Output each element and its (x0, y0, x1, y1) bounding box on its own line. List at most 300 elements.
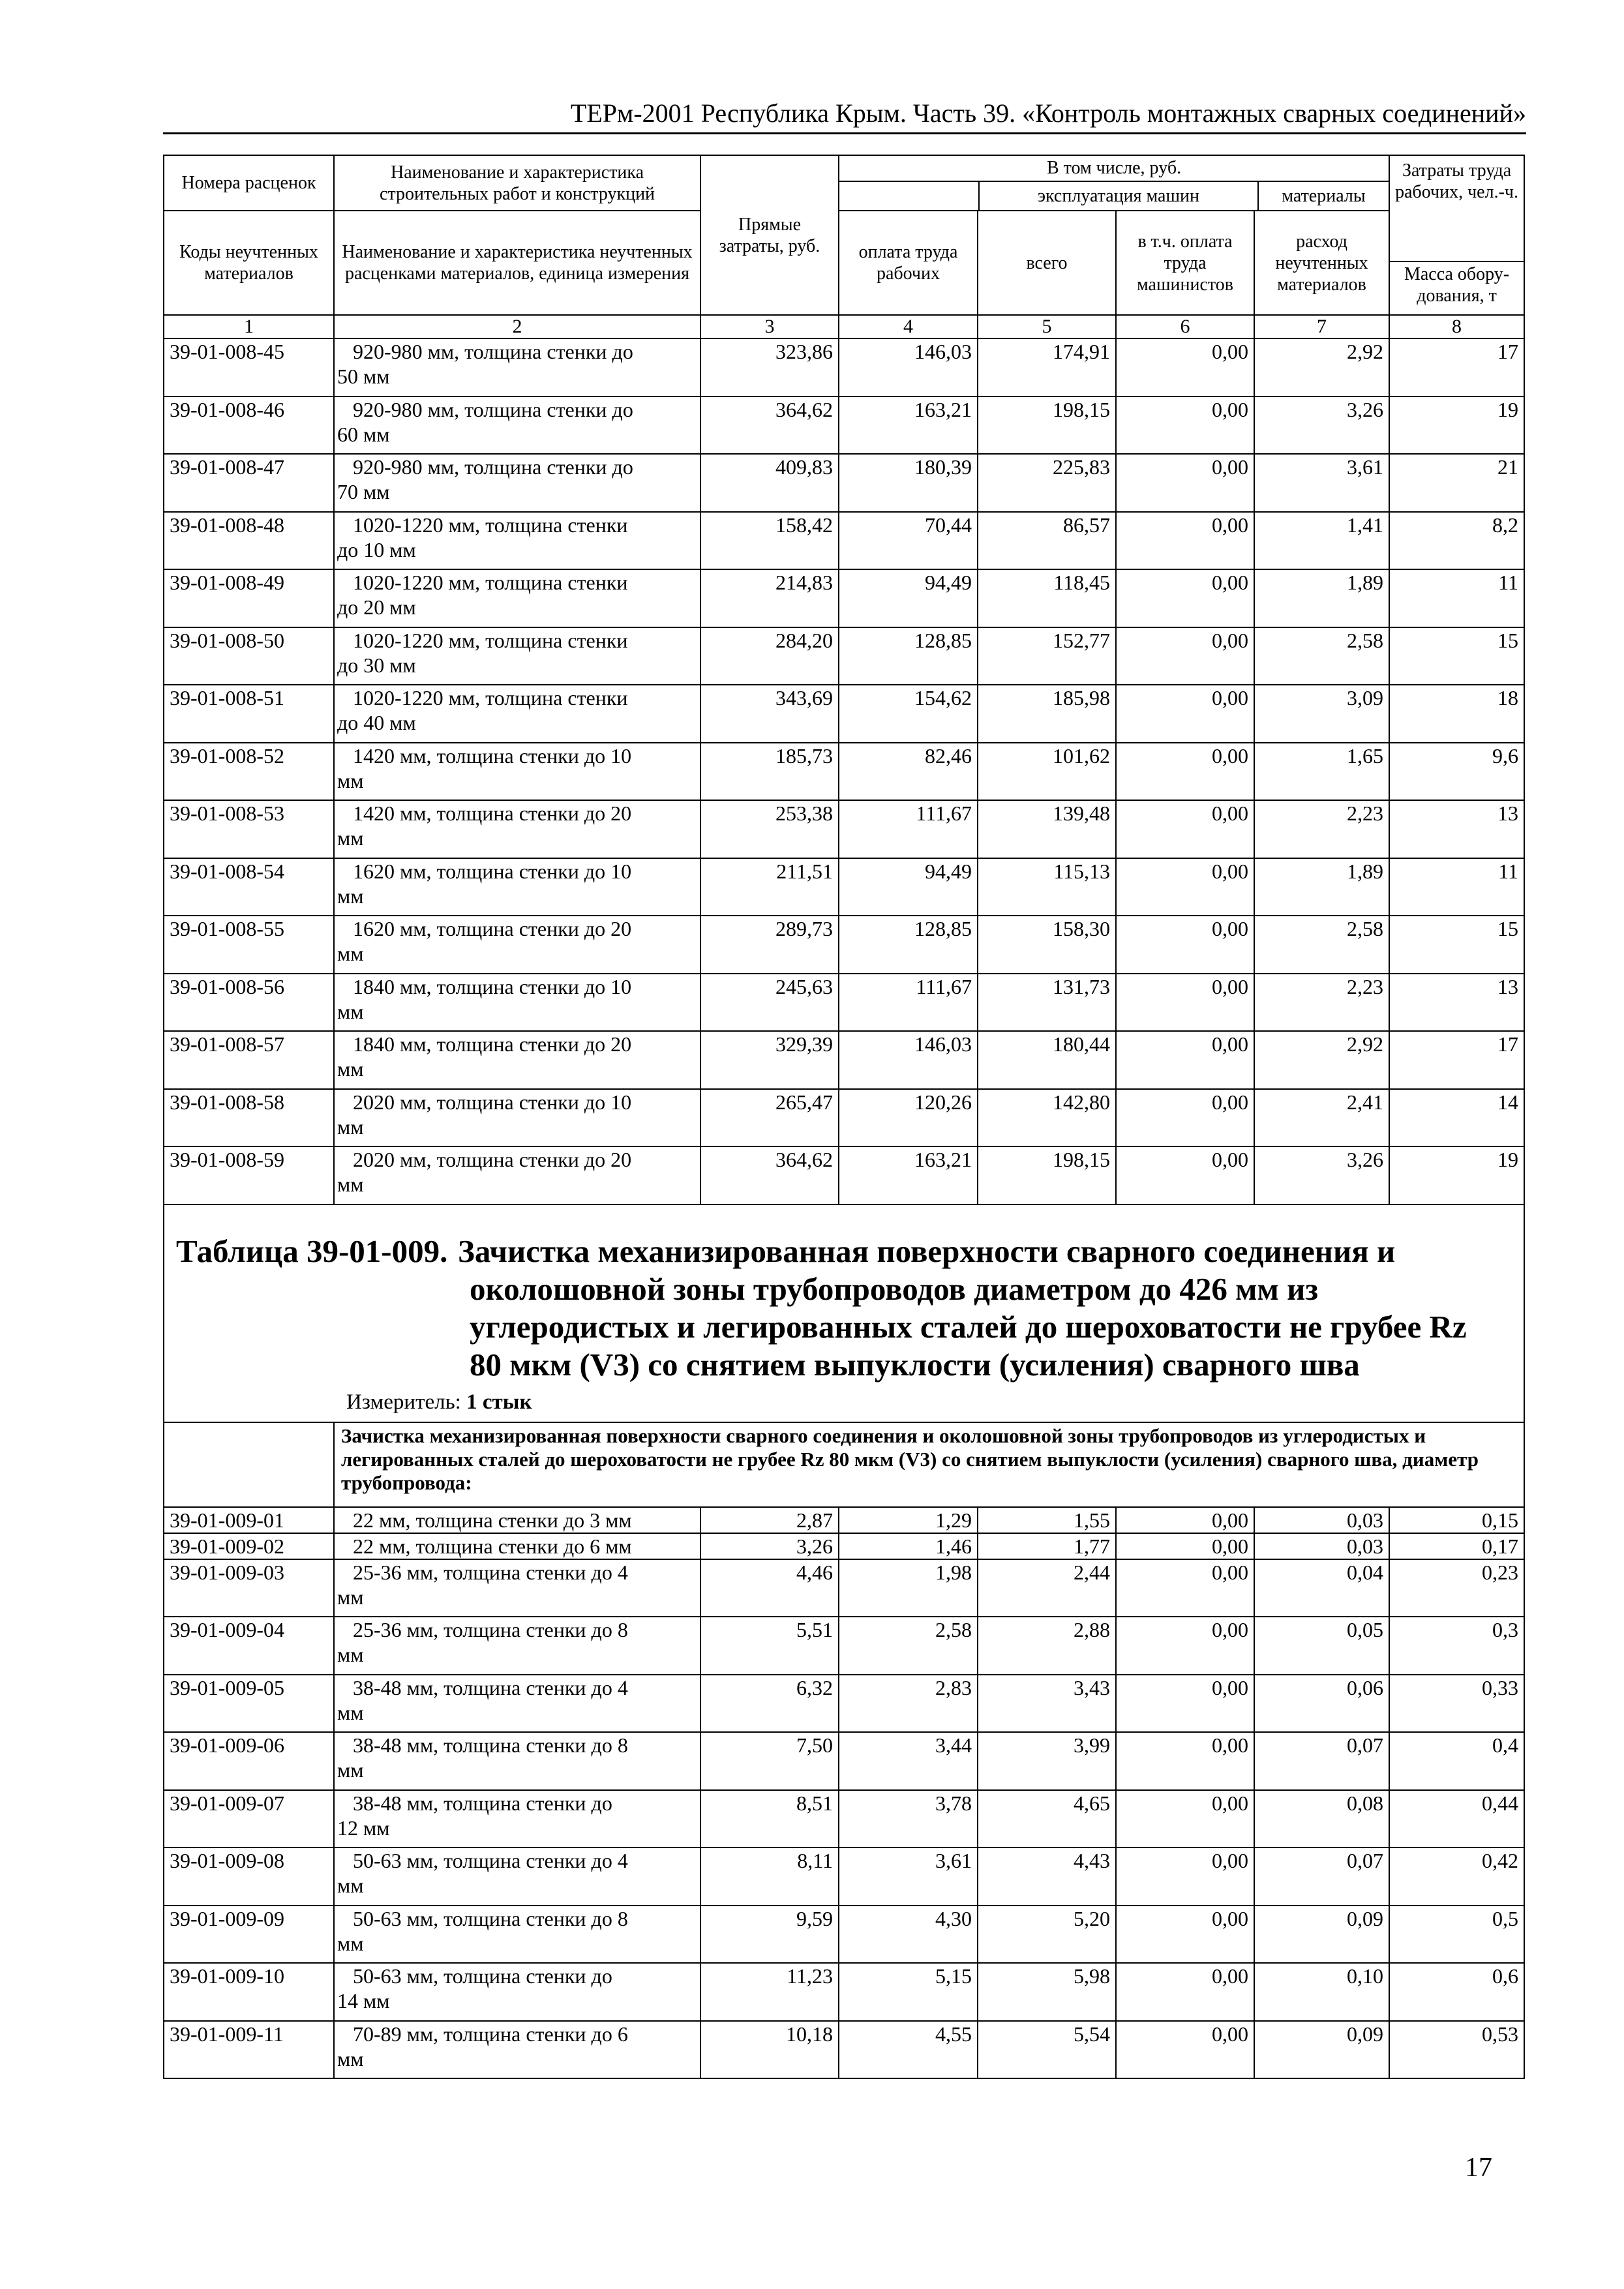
worker-labor: 11 (1389, 569, 1524, 627)
worker-labor: 9,6 (1389, 743, 1524, 801)
table-row (164, 743, 1524, 801)
materials: 2,58 (1254, 627, 1389, 685)
worker-labor: 21 (1389, 454, 1524, 512)
rate-description-line: 70-89 мм, толщина стенки до 6 (353, 2022, 628, 2046)
labor-pay: 3,61 (839, 1848, 978, 1906)
worker-labor: 18 (1389, 685, 1524, 743)
machinist-pay: 0,00 (1116, 396, 1254, 455)
direct-costs: 158,42 (700, 512, 839, 570)
rate-description-line: мм (337, 884, 364, 908)
col-number: 3 (700, 315, 839, 338)
table-row (164, 800, 1524, 858)
rate-description-line: 1020-1220 мм, толщина стенки (353, 513, 628, 537)
col-number: 5 (978, 315, 1116, 338)
rate-code: 39-01-009-09 (164, 1906, 334, 1964)
labor-pay: 2,83 (839, 1675, 978, 1733)
rate-description (334, 338, 700, 396)
table-row (164, 1963, 1524, 2021)
table-row (164, 974, 1524, 1032)
table-row (164, 396, 1524, 455)
machines-total: 5,20 (978, 1906, 1116, 1964)
materials: 3,09 (1254, 685, 1389, 743)
materials: 1,41 (1254, 512, 1389, 570)
col-number: 6 (1116, 315, 1254, 338)
materials: 2,92 (1254, 1031, 1389, 1089)
rate-description-line: 50-63 мм, толщина стенки до (353, 1964, 612, 1988)
materials: 2,41 (1254, 1089, 1389, 1147)
worker-labor: 0,23 (1389, 1559, 1524, 1617)
rate-description-line: 12 мм (337, 1816, 390, 1840)
rate-code: 39-01-008-53 (164, 800, 334, 858)
rate-code: 39-01-008-51 (164, 685, 334, 743)
rate-description (334, 1031, 700, 1089)
materials: 0,05 (1254, 1617, 1389, 1675)
labor-pay: 1,46 (839, 1533, 978, 1559)
rate-description-line: 920-980 мм, толщина стенки до (353, 455, 633, 479)
direct-costs: 10,18 (700, 2021, 839, 2079)
rate-description-line: 1420 мм, толщина стенки до 20 (353, 801, 632, 825)
direct-costs: 409,83 (700, 454, 839, 512)
rate-description (334, 858, 700, 916)
rate-code: 39-01-008-52 (164, 743, 334, 801)
col-number: 8 (1389, 315, 1524, 338)
worker-labor: 0,4 (1389, 1732, 1524, 1790)
col-number: 1 (164, 315, 334, 338)
rate-description-line: мм (337, 1643, 364, 1666)
machines-total: 1,77 (978, 1533, 1116, 1559)
machines-total: 3,99 (978, 1732, 1116, 1790)
labor-pay: 5,15 (839, 1963, 978, 2021)
labor-pay: 2,58 (839, 1617, 978, 1675)
rate-description-line: мм (337, 1057, 364, 1081)
rate-description (334, 2021, 700, 2079)
table-row (164, 685, 1524, 743)
running-header: ТЕРм-2001 Республика Крым. Часть 39. «Контроль монтажных сварных соединений» (570, 98, 1526, 128)
col-header-unaccounted-name: Наименование и характеристика неучтенных расценками материалов, единица измерения (334, 211, 700, 315)
machinist-pay: 0,00 (1116, 1906, 1254, 1964)
rate-description-line: 1020-1220 мм, толщина стенки (353, 686, 628, 710)
table-title-prefix: Таблица 39-01-009. (176, 1233, 448, 1269)
worker-labor: 0,33 (1389, 1675, 1524, 1733)
worker-labor: 17 (1389, 1031, 1524, 1089)
rate-description (334, 1963, 700, 2021)
col-header-including: В том числе, руб. (839, 156, 1389, 182)
rate-description-line: 920-980 мм, толщина стенки до (353, 340, 633, 363)
materials: 0,06 (1254, 1675, 1389, 1733)
labor-pay: 120,26 (839, 1089, 978, 1147)
materials: 0,03 (1254, 1507, 1389, 1533)
col-header-incl-machinist-pay: в т.ч. оплата труда машинистов (1116, 211, 1254, 315)
table-row (164, 1732, 1524, 1790)
rate-description-line: 22 мм, толщина стенки до 3 мм (353, 1508, 632, 1532)
machinist-pay: 0,00 (1116, 685, 1254, 743)
direct-costs: 214,83 (700, 569, 839, 627)
rate-description-line: 2020 мм, толщина стенки до 10 (353, 1090, 632, 1114)
machinist-pay: 0,00 (1116, 1559, 1254, 1617)
rate-code: 39-01-008-58 (164, 1089, 334, 1147)
rate-description (334, 1732, 700, 1790)
table-row (164, 2021, 1524, 2079)
direct-costs: 4,46 (700, 1559, 839, 1617)
empty-cell (164, 1422, 334, 1507)
table-body (164, 155, 1524, 2078)
rate-description-line: 70 мм (337, 480, 390, 503)
table-row (164, 512, 1524, 570)
worker-labor: 0,3 (1389, 1617, 1524, 1675)
rate-description (334, 1507, 700, 1533)
rate-description-line: 25-36 мм, толщина стенки до 4 (353, 1560, 628, 1584)
direct-costs: 8,11 (700, 1848, 839, 1906)
table-title-line: углеродистых и легированных сталей до шероховатости не грубее Rz (470, 1308, 1467, 1345)
rate-description-line: мм (337, 1758, 364, 1782)
rate-code: 39-01-008-54 (164, 858, 334, 916)
machinist-pay: 0,00 (1116, 916, 1254, 974)
col-header-direct-costs: Прямые затраты, руб. (700, 155, 839, 315)
materials: 2,23 (1254, 974, 1389, 1032)
rate-description-line: мм (337, 768, 364, 792)
direct-costs: 7,50 (700, 1732, 839, 1790)
labor-pay: 94,49 (839, 569, 978, 627)
rate-description (334, 1906, 700, 1964)
rate-description-line: 38-48 мм, толщина стенки до 8 (353, 1733, 628, 1757)
direct-costs: 343,69 (700, 685, 839, 743)
page-number: 17 (1465, 2153, 1492, 2183)
machinist-pay: 0,00 (1116, 569, 1254, 627)
table-row (164, 338, 1524, 396)
labor-pay: 180,39 (839, 454, 978, 512)
rate-description-line: 1020-1220 мм, толщина стенки (353, 628, 628, 652)
machinist-pay: 0,00 (1116, 743, 1254, 801)
labor-pay: 94,49 (839, 858, 978, 916)
rate-code: 39-01-008-47 (164, 454, 334, 512)
col-number: 2 (334, 315, 700, 338)
rate-description-line: 920-980 мм, толщина стенки до (353, 397, 633, 421)
direct-costs: 289,73 (700, 916, 839, 974)
labor-pay: 4,55 (839, 2021, 978, 2079)
rate-code: 39-01-008-50 (164, 627, 334, 685)
rates-table (163, 155, 1525, 2079)
col-number: 4 (839, 315, 978, 338)
col-header-labor-pay: оплата труда рабочих (839, 211, 978, 315)
direct-costs: 253,38 (700, 800, 839, 858)
table-row (164, 1089, 1524, 1147)
meter-value: 1 стык (466, 1390, 532, 1414)
rate-description-line: мм (337, 1585, 364, 1609)
table-row (164, 1848, 1524, 1906)
rate-description (334, 396, 700, 455)
worker-labor: 0,44 (1389, 1790, 1524, 1848)
rate-code: 39-01-009-06 (164, 1732, 334, 1790)
machinist-pay: 0,00 (1116, 1675, 1254, 1733)
direct-costs: 9,59 (700, 1906, 839, 1964)
section-heading-row (164, 1422, 1524, 1507)
materials: 1,65 (1254, 743, 1389, 801)
rate-description-line: мм (337, 826, 364, 850)
rate-description-line: 22 мм, толщина стенки до 6 мм (353, 1534, 632, 1558)
labor-pay: 70,44 (839, 512, 978, 570)
direct-costs: 6,32 (700, 1675, 839, 1733)
table-row (164, 627, 1524, 685)
direct-costs: 245,63 (700, 974, 839, 1032)
rate-description (334, 1533, 700, 1559)
machines-total: 4,65 (978, 1790, 1116, 1848)
rate-description-line: 50-63 мм, толщина стенки до 4 (353, 1849, 628, 1872)
machines-total: 1,55 (978, 1507, 1116, 1533)
machinist-pay: 0,00 (1116, 2021, 1254, 2079)
direct-costs: 211,51 (700, 858, 839, 916)
machinist-pay: 0,00 (1116, 1089, 1254, 1147)
machines-total: 180,44 (978, 1031, 1116, 1089)
table-row (164, 1559, 1524, 1617)
rate-code: 39-01-009-08 (164, 1848, 334, 1906)
worker-labor: 19 (1389, 1146, 1524, 1204)
worker-labor: 0,6 (1389, 1963, 1524, 2021)
rate-description (334, 627, 700, 685)
worker-labor: 13 (1389, 974, 1524, 1032)
rate-code: 39-01-009-11 (164, 2021, 334, 2079)
direct-costs: 364,62 (700, 396, 839, 455)
rate-code: 39-01-008-46 (164, 396, 334, 455)
table-title (164, 1205, 1524, 1384)
header-rule (163, 132, 1526, 134)
direct-costs: 323,86 (700, 338, 839, 396)
rate-description (334, 1675, 700, 1733)
labor-pay: 3,44 (839, 1732, 978, 1790)
materials: 0,07 (1254, 1732, 1389, 1790)
rate-description-line: 14 мм (337, 1989, 390, 2012)
machines-total: 115,13 (978, 858, 1116, 916)
meter-label: Измеритель: (346, 1390, 461, 1414)
table-row (164, 1790, 1524, 1848)
rate-description (334, 569, 700, 627)
worker-labor: 0,15 (1389, 1507, 1524, 1533)
rate-description-line: 25-36 мм, толщина стенки до 8 (353, 1618, 628, 1641)
machines-total: 225,83 (978, 454, 1116, 512)
direct-costs: 329,39 (700, 1031, 839, 1089)
rate-description-line: 1020-1220 мм, толщина стенки (353, 571, 628, 594)
machines-total: 3,43 (978, 1675, 1116, 1733)
table-title-line: Зачистка механизированная поверхности сварного соединения и (458, 1233, 1396, 1269)
worker-labor: 17 (1389, 338, 1524, 396)
table-title-line: околошовной зоны трубопроводов диаметром до 426 мм из (470, 1270, 1319, 1307)
rate-description-line: 1620 мм, толщина стенки до 10 (353, 859, 632, 883)
machines-total: 118,45 (978, 569, 1116, 627)
col-header-worker-group (1389, 155, 1524, 315)
rate-code: 39-01-008-45 (164, 338, 334, 396)
labor-pay: 154,62 (839, 685, 978, 743)
machines-total: 158,30 (978, 916, 1116, 974)
table-row (164, 1675, 1524, 1733)
labor-pay: 111,67 (839, 974, 978, 1032)
direct-costs: 5,51 (700, 1617, 839, 1675)
machines-total: 2,88 (978, 1617, 1116, 1675)
rate-description-line: до 40 мм (337, 711, 416, 734)
machines-total: 86,57 (978, 512, 1116, 570)
table-title-cell (164, 1204, 1524, 1422)
col-header-including-group (839, 155, 1389, 211)
materials: 0,07 (1254, 1848, 1389, 1906)
materials: 0,10 (1254, 1963, 1389, 2021)
machines-total: 2,44 (978, 1559, 1116, 1617)
materials: 3,26 (1254, 1146, 1389, 1204)
machinist-pay: 0,00 (1116, 454, 1254, 512)
rate-description (334, 454, 700, 512)
col-header-machine-operation: эксплуатация машин (978, 182, 1259, 210)
rate-description-line: 1620 мм, толщина стенки до 20 (353, 917, 632, 940)
col-header-unaccounted-codes: Коды неучтенных материалов (164, 211, 334, 315)
materials: 0,04 (1254, 1559, 1389, 1617)
materials: 3,61 (1254, 454, 1389, 512)
direct-costs: 364,62 (700, 1146, 839, 1204)
labor-pay: 82,46 (839, 743, 978, 801)
materials: 0,09 (1254, 2021, 1389, 2079)
direct-costs: 284,20 (700, 627, 839, 685)
table-row (164, 569, 1524, 627)
rate-description-line: мм (337, 1115, 364, 1139)
rate-description-line: мм (337, 2046, 364, 2071)
machines-total: 185,98 (978, 685, 1116, 743)
rate-description-line: 38-48 мм, толщина стенки до (353, 1791, 612, 1815)
rate-description (334, 800, 700, 858)
col-header-equipment-mass: Масса обору-дования, т (1404, 264, 1510, 306)
labor-pay: 1,98 (839, 1559, 978, 1617)
rate-code: 39-01-009-02 (164, 1533, 334, 1559)
table-row (164, 1146, 1524, 1204)
direct-costs: 11,23 (700, 1963, 839, 2021)
table-row (164, 454, 1524, 512)
labor-pay: 128,85 (839, 916, 978, 974)
col-number: 7 (1254, 315, 1389, 338)
worker-labor: 0,17 (1389, 1533, 1524, 1559)
header-row-1 (164, 155, 1524, 211)
materials: 0,09 (1254, 1906, 1389, 1964)
machines-total: 5,54 (978, 2021, 1116, 2079)
rate-description-line: мм (337, 942, 364, 965)
materials: 1,89 (1254, 569, 1389, 627)
table-title-row (164, 1204, 1524, 1422)
machinist-pay: 0,00 (1116, 1848, 1254, 1906)
machines-total: 198,15 (978, 1146, 1116, 1204)
rate-description (334, 1089, 700, 1147)
table-row (164, 1507, 1524, 1533)
rate-description-line: мм (337, 1931, 364, 1955)
machines-total: 142,80 (978, 1089, 1116, 1147)
rate-description-line: 50 мм (337, 365, 390, 388)
rate-description (334, 1617, 700, 1675)
machinist-pay: 0,00 (1116, 1963, 1254, 2021)
rate-description-line: 50-63 мм, толщина стенки до 8 (353, 1906, 628, 1930)
direct-costs: 2,87 (700, 1507, 839, 1533)
rate-description (334, 1146, 700, 1204)
table-row (164, 1031, 1524, 1089)
worker-labor: 0,53 (1389, 2021, 1524, 2079)
worker-labor: 13 (1389, 800, 1524, 858)
labor-pay: 128,85 (839, 627, 978, 685)
column-numbers-row (164, 315, 1524, 338)
rate-description (334, 974, 700, 1032)
direct-costs: 8,51 (700, 1790, 839, 1848)
rate-description-line: 1420 мм, толщина стенки до 10 (353, 743, 632, 768)
rate-description-line: мм (337, 1700, 364, 1724)
rate-description-line: 1840 мм, толщина стенки до 10 (353, 974, 632, 998)
col-header-materials: материалы (1282, 186, 1366, 206)
machines-total: 131,73 (978, 974, 1116, 1032)
machinist-pay: 0,00 (1116, 1146, 1254, 1204)
materials: 2,92 (1254, 338, 1389, 396)
machinist-pay: 0,00 (1116, 512, 1254, 570)
machines-total: 139,48 (978, 800, 1116, 858)
table-row (164, 1617, 1524, 1675)
table-title-line: 80 мкм (V3) со снятием выпуклости (усиления) сварного шва (470, 1346, 1360, 1383)
labor-pay: 1,29 (839, 1507, 978, 1533)
rate-description-line: мм (337, 999, 364, 1023)
rate-code: 39-01-008-57 (164, 1031, 334, 1089)
machinist-pay: 0,00 (1116, 1790, 1254, 1848)
rate-description-line: до 10 мм (337, 537, 416, 561)
labor-pay: 4,30 (839, 1906, 978, 1964)
materials: 0,08 (1254, 1790, 1389, 1848)
meter (164, 1384, 1524, 1422)
rate-description-line: 38-48 мм, толщина стенки до 4 (353, 1675, 628, 1699)
rate-description (334, 1790, 700, 1848)
machines-total: 174,91 (978, 338, 1116, 396)
materials: 3,26 (1254, 396, 1389, 455)
col-header-unaccounted-consumption: расход неучтенных материалов (1254, 211, 1389, 315)
col-header-rate-numbers: Номера расценок (164, 155, 334, 211)
rate-description (334, 685, 700, 743)
machines-total: 101,62 (978, 743, 1116, 801)
labor-pay: 3,78 (839, 1790, 978, 1848)
labor-pay: 163,21 (839, 396, 978, 455)
rate-description-line: 1840 мм, толщина стенки до 20 (353, 1032, 632, 1056)
col-header-worker-labor: Затраты труда рабочих, чел.-ч. (1390, 156, 1524, 262)
table-row (164, 916, 1524, 974)
machines-total: 5,98 (978, 1963, 1116, 2021)
direct-costs: 3,26 (700, 1533, 839, 1559)
rate-code: 39-01-008-55 (164, 916, 334, 974)
labor-pay: 146,03 (839, 1031, 978, 1089)
rate-description-line: 2020 мм, толщина стенки до 20 (353, 1148, 632, 1171)
direct-costs: 265,47 (700, 1089, 839, 1147)
materials: 2,58 (1254, 916, 1389, 974)
rate-code: 39-01-008-56 (164, 974, 334, 1032)
worker-labor: 11 (1389, 858, 1524, 916)
machinist-pay: 0,00 (1116, 1617, 1254, 1675)
machinist-pay: 0,00 (1116, 338, 1254, 396)
materials: 0,03 (1254, 1533, 1389, 1559)
labor-pay: 111,67 (839, 800, 978, 858)
machinist-pay: 0,00 (1116, 1533, 1254, 1559)
labor-pay: 163,21 (839, 1146, 978, 1204)
machines-total: 198,15 (978, 396, 1116, 455)
rate-code: 39-01-009-03 (164, 1559, 334, 1617)
col-header-work-name: Наименование и характеристика строительных работ и конструкций (334, 155, 700, 211)
rate-description-line: 60 мм (337, 422, 390, 446)
direct-costs: 185,73 (700, 743, 839, 801)
table-row (164, 858, 1524, 916)
table-row (164, 1906, 1524, 1964)
rate-code: 39-01-008-59 (164, 1146, 334, 1204)
worker-labor: 0,42 (1389, 1848, 1524, 1906)
rate-description-line: до 30 мм (337, 653, 416, 677)
machinist-pay: 0,00 (1116, 1732, 1254, 1790)
machines-total: 152,77 (978, 627, 1116, 685)
machinist-pay: 0,00 (1116, 800, 1254, 858)
rate-code: 39-01-009-10 (164, 1963, 334, 2021)
rate-description-line: мм (337, 1173, 364, 1196)
worker-labor: 15 (1389, 627, 1524, 685)
table-row (164, 1533, 1524, 1559)
